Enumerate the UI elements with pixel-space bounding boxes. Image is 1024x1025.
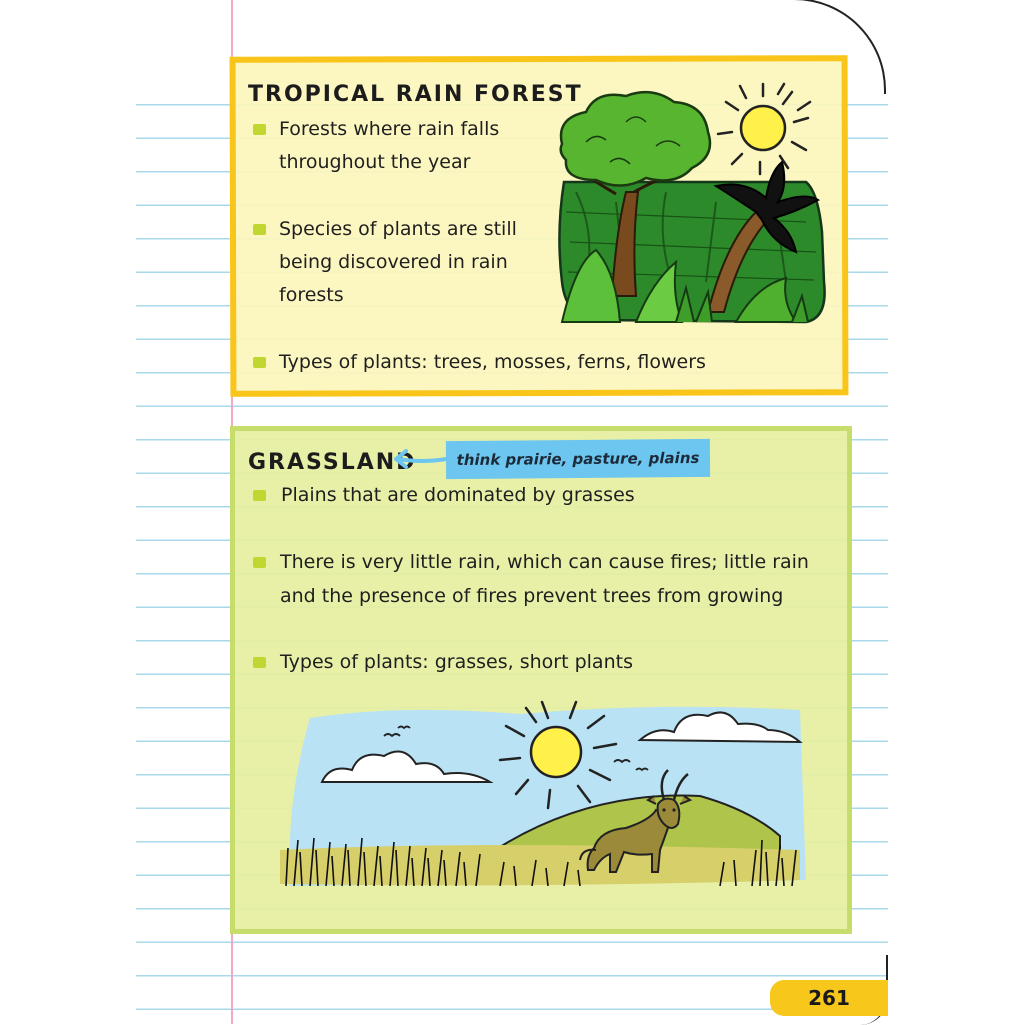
rain-bullet-2-line-3: forests (279, 284, 344, 306)
bullet-marker (253, 124, 266, 135)
sun-icon (718, 84, 810, 174)
arrow-left-icon (392, 449, 448, 469)
rain-bullet-2-line-2: being discovered in rain (279, 251, 508, 273)
rain-forest-title: TROPICAL RAIN FOREST (248, 82, 583, 107)
rain-bullet-2-line-1: Species of plants are still (279, 218, 517, 240)
grassland-note-tag: think prairie, pasture, plains (446, 439, 710, 479)
grassland-illustration (280, 700, 810, 900)
grass-bullet-3-line-1: Types of plants: grasses, short plants (280, 651, 633, 673)
grassland-title: GRASSLAND (248, 450, 417, 475)
rain-bullet-3-line-1: Types of plants: trees, mosses, ferns, flowers (279, 351, 706, 373)
grass-bullet-2-line-2: and the presence of fires prevent trees from growing (280, 585, 784, 607)
grass-bullet-2-line-1: There is very little rain, which can cause fires; little rain (280, 551, 809, 573)
bullet-marker (253, 657, 266, 668)
page-left-blank (0, 0, 136, 1024)
bullet-marker (253, 490, 266, 501)
rainforest-illustration (556, 82, 826, 326)
bullet-marker (253, 224, 266, 235)
page-number: 261 (770, 980, 888, 1016)
page-right-blank (888, 0, 1024, 1024)
grass-bullet-1-line-1: Plains that are dominated by grasses (281, 484, 635, 506)
bullet-marker (253, 557, 266, 568)
rain-bullet-1-line-2: throughout the year (279, 151, 471, 173)
bullet-marker (253, 357, 266, 368)
rain-bullet-1-line-1: Forests where rain falls (279, 118, 500, 140)
